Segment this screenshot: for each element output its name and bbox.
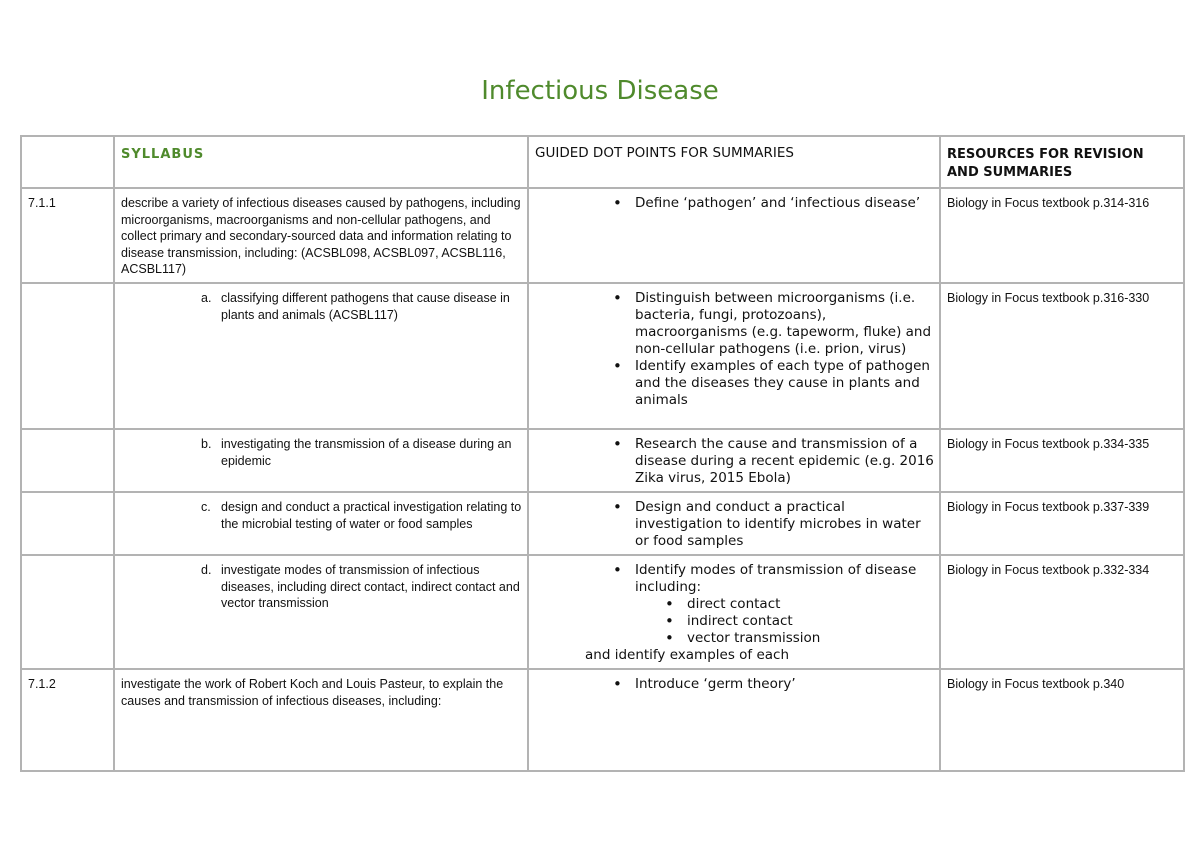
dot-point: • Define ‘pathogen’ and ‘infectious disease’ [535, 195, 934, 212]
row-guided-points [528, 188, 940, 283]
dot-point-tail: and identify examples of each [585, 647, 790, 663]
row-guided-points [528, 283, 940, 429]
sub-text: design and conduct a practical investigation relating to the microbial testing of water or food samples [221, 500, 522, 531]
dot-point: • Design and conduct a practical investigation to identify microbes in water or food samples [535, 499, 934, 550]
row-code [21, 429, 114, 492]
page-title: Infectious Disease [481, 76, 719, 106]
sub-dot-point: • direct contact [535, 596, 934, 613]
row-resource: Biology in Focus textbook p.314-316 [940, 188, 1184, 283]
sub-letter: a. [201, 291, 212, 305]
row-syllabus [114, 429, 528, 492]
row-guided-points [528, 429, 940, 492]
dot-point: • Identify examples of each type of pathogen and the diseases they cause in plants and animals [535, 358, 934, 409]
table-row [21, 555, 1184, 669]
sub-text: investigating the transmission of a disease during an epidemic [221, 437, 512, 468]
dot-point: • Identify modes of transmission of disease including: [535, 562, 934, 596]
row-guided-points [528, 555, 940, 669]
row-code: 7.1.1 [21, 188, 114, 283]
row-guided-points [528, 492, 940, 555]
row-syllabus [114, 492, 528, 555]
row-syllabus [114, 283, 528, 429]
header-resources: RESOURCES FOR REVISION AND SUMMARIES [940, 136, 1184, 188]
row-resource: Biology in Focus textbook p.337-339 [940, 492, 1184, 555]
table-row [21, 492, 1184, 555]
table-row [21, 283, 1184, 429]
header-guided-points: GUIDED DOT POINTS FOR SUMMARIES [528, 136, 940, 188]
row-guided-points [528, 669, 940, 771]
dot-point: • Distinguish between microorganisms (i.e. bacteria, fungi, protozoans), macroorganisms (e.g. tapeworm, fluke) and non-cellular pathogens (i.e. prion, virus) [535, 290, 934, 358]
header-code [21, 136, 114, 188]
row-resource: Biology in Focus textbook p.332-334 [940, 555, 1184, 669]
sub-dot-point: • indirect contact [535, 613, 934, 630]
row-code [21, 283, 114, 429]
sub-letter: c. [201, 500, 211, 514]
sub-letter: d. [201, 563, 212, 577]
syllabus-table [20, 135, 1185, 772]
header-syllabus: SYLLABUS [114, 136, 528, 188]
row-syllabus: describe a variety of infectious diseases caused by pathogens, including microorganisms, macroorganisms and non-cellular pathogens, and collect primary and secondary-sourced data and information relating to disease transmission, including: (ACSBL098, ACSBL097, ACSBL116, ACSBL117) [114, 188, 528, 283]
row-code [21, 555, 114, 669]
row-resource: Biology in Focus textbook p.316-330 [940, 283, 1184, 429]
header-row [21, 136, 1184, 188]
row-syllabus [114, 555, 528, 669]
dot-point: • Research the cause and transmission of a disease during a recent epidemic (e.g. 2016 Zika virus, 2015 Ebola) [535, 436, 934, 487]
dot-point: • Introduce ‘germ theory’ [535, 676, 934, 693]
table-row [21, 669, 1184, 771]
row-resource: Biology in Focus textbook p.334-335 [940, 429, 1184, 492]
row-resource: Biology in Focus textbook p.340 [940, 669, 1184, 771]
row-code: 7.1.2 [21, 669, 114, 771]
table-row [21, 188, 1184, 283]
row-syllabus: investigate the work of Robert Koch and Louis Pasteur, to explain the causes and transmission of infectious diseases, including: [114, 669, 528, 771]
sub-dot-point: • vector transmission [535, 630, 934, 647]
sub-text: investigate modes of transmission of infectious diseases, including direct contact, indirect contact and vector transmission [221, 563, 520, 610]
sub-text: classifying different pathogens that cause disease in plants and animals (ACSBL117) [221, 291, 510, 322]
table-row [21, 429, 1184, 492]
row-code [21, 492, 114, 555]
sub-letter: b. [201, 437, 212, 451]
